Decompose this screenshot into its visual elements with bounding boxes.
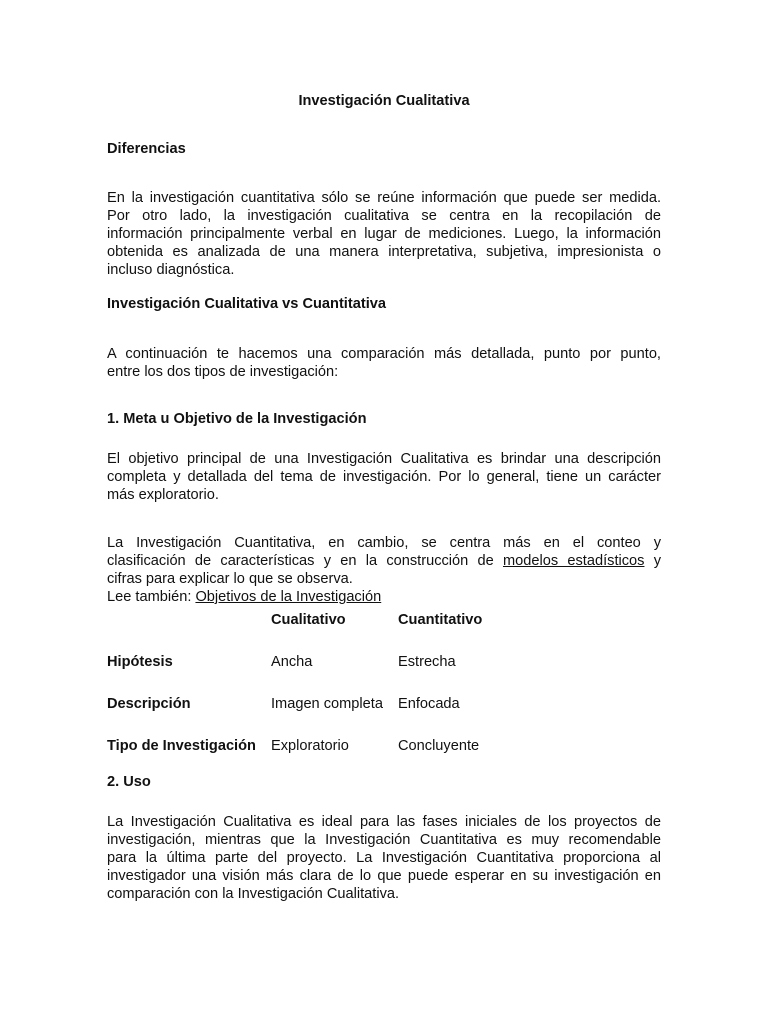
- lee-tambien: [107, 588, 661, 606]
- paragraph-objetivo: [107, 450, 661, 504]
- objetivos-investigacion-link[interactable]: Objetivos de la Investigación: [195, 589, 382, 605]
- paragraph-line: El objetivo principal de una Investigación Cualitativa es brindar una descripción: [107, 451, 661, 467]
- paragraph-diferencias: [107, 189, 661, 279]
- paragraph-line: investigación, mientras que la Investigación Cuantitativa es muy recomendable: [107, 832, 661, 848]
- paragraph-line: A continuación te hacemos una comparación más detallada, punto por punto,: [107, 346, 661, 362]
- table-cell: Estrecha: [398, 654, 456, 670]
- page-title: Investigación Cualitativa: [298, 93, 470, 109]
- paragraph-line: comparación con la Investigación Cualitativa.: [107, 886, 400, 902]
- table-row-label: Tipo de Investigación: [107, 738, 256, 754]
- table-row-label: Descripción: [107, 696, 191, 712]
- table-cell: Concluyente: [398, 738, 480, 754]
- paragraph-line: entre los dos tipos de investigación:: [107, 364, 339, 380]
- paragraph-line: más exploratorio.: [107, 487, 219, 503]
- table-header-row: [107, 611, 661, 629]
- paragraph-line: En la investigación cuantitativa sólo se reúne información que puede ser medida.: [107, 190, 661, 206]
- paragraph-line-with-link: [107, 552, 661, 570]
- table-header-cell: Cuantitativo: [398, 612, 483, 628]
- paragraph-uso: [107, 813, 661, 903]
- paragraph-line: investigador una visión más clara de lo que puede esperar en su investigación en: [107, 868, 661, 884]
- table-row: [107, 737, 661, 755]
- paragraph-line: obtenida es analizada de una manera interpretativa, subjetiva, impresionista o: [107, 244, 661, 260]
- heading-uso: 2. Uso: [107, 774, 151, 790]
- table-row: [107, 695, 661, 713]
- heading-diferencias: Diferencias: [107, 141, 186, 157]
- lee-tambien-label: Lee también:: [107, 589, 196, 605]
- paragraph-text: y: [644, 553, 661, 569]
- table-cell: Ancha: [271, 654, 313, 670]
- paragraph-cuantitativa: [107, 534, 661, 588]
- table-cell: Enfocada: [398, 696, 460, 712]
- paragraph-comparacion: [107, 345, 661, 381]
- paragraph-line: La Investigación Cuantitativa, en cambio, se centra más en el conteo y: [107, 535, 661, 551]
- table-row: [107, 653, 661, 671]
- paragraph-line: incluso diagnóstica.: [107, 262, 235, 278]
- modelos-estadisticos-link[interactable]: modelos estadísticos: [502, 553, 645, 569]
- table-cell: Imagen completa: [271, 696, 383, 712]
- paragraph-line: completa y detallada del tema de investigación. Por lo general, tiene un carácter: [107, 469, 661, 485]
- table-row-label: Hipótesis: [107, 654, 173, 670]
- paragraph-line: información principalmente verbal en lugar de mediciones. Luego, la información: [107, 226, 661, 242]
- table-cell: Exploratorio: [271, 738, 349, 754]
- table-header-cell: Cualitativo: [271, 612, 346, 628]
- paragraph-line: para la última parte del proyecto. La Investigación Cuantitativa proporciona al: [107, 850, 661, 866]
- paragraph-line: cifras para explicar lo que se observa.: [107, 571, 353, 587]
- paragraph-text: clasificación de características y en la construcción de: [107, 553, 503, 569]
- heading-vs: Investigación Cualitativa vs Cuantitativa: [107, 296, 386, 312]
- paragraph-line: La Investigación Cualitativa es ideal para las fases iniciales de los proyectos de: [107, 814, 661, 830]
- heading-meta: 1. Meta u Objetivo de la Investigación: [107, 411, 367, 427]
- paragraph-line: Por otro lado, la investigación cualitativa se centra en la recopilación de: [107, 208, 661, 224]
